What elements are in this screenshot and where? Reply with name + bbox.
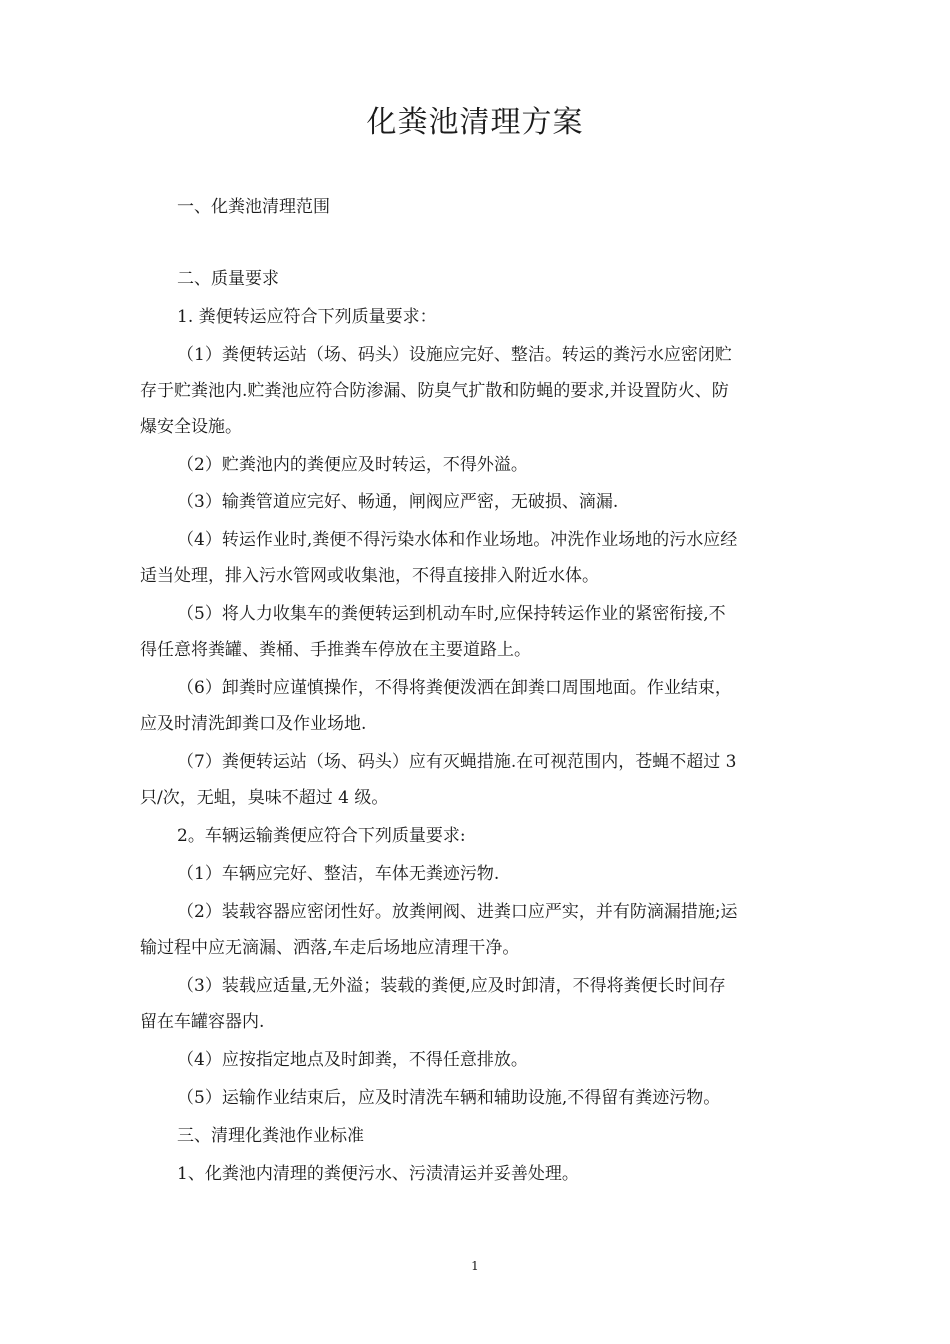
paragraph-1-line-3: 爆安全设施。 bbox=[140, 417, 242, 437]
paragraph-7-line-1: （7）粪便转运站（场、码头）应有灭蝇措施.在可视范围内，苍蝇不超过 3 bbox=[177, 752, 737, 772]
section-heading-3: 三、清理化粪池作业标准 bbox=[177, 1126, 364, 1146]
paragraph-13: 1、化粪池内清理的粪便污水、污渍清运并妥善处理。 bbox=[177, 1164, 579, 1184]
paragraph-5-line-1: （5）将人力收集车的粪便转运到机动车时,应保持转运作业的紧密衔接,不 bbox=[177, 604, 726, 624]
section-heading-2: 二、质量要求 bbox=[177, 269, 279, 289]
paragraph-5-line-2: 得任意将粪罐、粪桶、手推粪车停放在主要道路上。 bbox=[140, 640, 531, 660]
paragraph-9-line-1: （2）装载容器应密闭性好。放粪闸阀、进粪口应严实，并有防滴漏措施;运 bbox=[177, 902, 738, 922]
paragraph-4-line-1: （4）转运作业时,粪便不得污染水体和作业场地。冲洗作业场地的污水应经 bbox=[177, 530, 738, 550]
paragraph-9-line-2: 输过程中应无滴漏、洒落,车走后场地应清理干净。 bbox=[140, 938, 520, 958]
section-heading-1: 一、化粪池清理范围 bbox=[177, 197, 330, 217]
paragraph-11: （4）应按指定地点及时卸粪，不得任意排放。 bbox=[177, 1050, 528, 1070]
paragraph-6-line-1: （6）卸粪时应谨慎操作，不得将粪便泼洒在卸粪口周围地面。作业结束， bbox=[177, 678, 732, 698]
subsection-heading-2: 2。车辆运输粪便应符合下列质量要求: bbox=[177, 826, 466, 846]
page-number: 1 bbox=[471, 1259, 479, 1273]
paragraph-1-line-2: 存于贮粪池内.贮粪池应符合防渗漏、防臭气扩散和防蝇的要求,并设置防火、防 bbox=[140, 381, 729, 401]
paragraph-7-line-2: 只/次，无蛆，臭味不超过 4 级。 bbox=[140, 788, 389, 808]
subsection-heading-1: 1. 粪便转运应符合下列质量要求： bbox=[177, 307, 437, 327]
paragraph-4-line-2: 适当处理，排入污水管网或收集池，不得直接排入附近水体。 bbox=[140, 566, 599, 586]
paragraph-2: （2）贮粪池内的粪便应及时转运，不得外溢。 bbox=[177, 455, 528, 475]
paragraph-3: （3）输粪管道应完好、畅通，闸阀应严密，无破损、滴漏. bbox=[177, 492, 619, 512]
paragraph-1-line-1: （1）粪便转运站（场、码头）设施应完好、整洁。转运的粪污水应密闭贮 bbox=[177, 345, 732, 365]
document-title: 化粪池清理方案 bbox=[366, 105, 584, 140]
paragraph-10-line-2: 留在车罐容器内. bbox=[140, 1012, 265, 1032]
paragraph-6-line-2: 应及时清洗卸粪口及作业场地. bbox=[140, 714, 367, 734]
paragraph-10-line-1: （3）装载应适量,无外溢；装载的粪便,应及时卸清，不得将粪便长时间存 bbox=[177, 976, 726, 996]
paragraph-12: （5）运输作业结束后，应及时清洗车辆和辅助设施,不得留有粪迹污物。 bbox=[177, 1088, 721, 1108]
paragraph-8: （1）车辆应完好、整洁，车体无粪迹污物. bbox=[177, 864, 500, 884]
